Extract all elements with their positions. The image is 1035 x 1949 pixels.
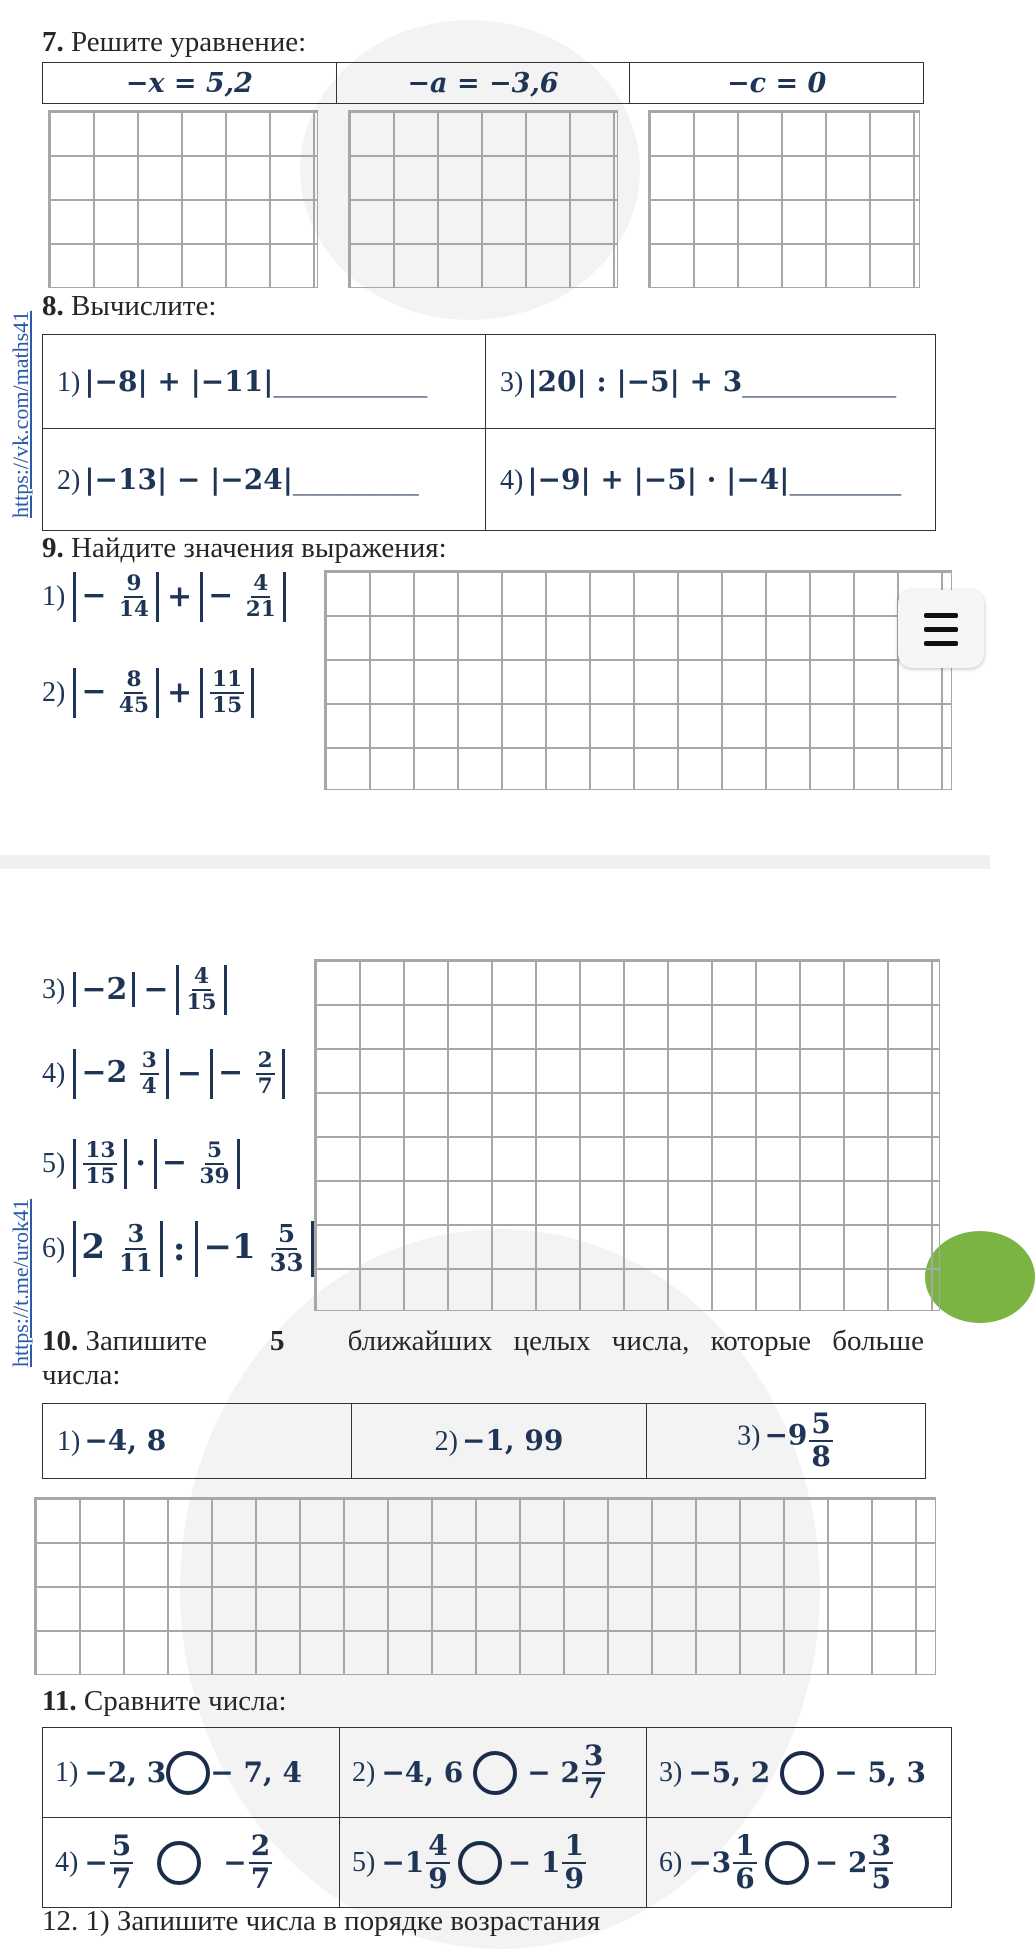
menu-button[interactable] bbox=[898, 590, 984, 668]
task10-item-2: 2) −1, 99 bbox=[352, 1404, 647, 1479]
task10-heading-cont: числа: bbox=[42, 1359, 121, 1391]
compare-circle[interactable] bbox=[780, 1751, 824, 1795]
task9-expr-5: 5) $\frac{13}{15}$ · − $\frac{5}{39}$ bbox=[42, 1139, 240, 1189]
hamburger-menu-icon bbox=[924, 613, 958, 646]
task9-grid-1[interactable] bbox=[324, 570, 952, 790]
task11-item-6: 6) −3 $\frac{1}{6}$ − 2 $\frac{3}{5}$ bbox=[647, 1818, 952, 1908]
task11-heading: 11. Сравните числа: bbox=[42, 1685, 287, 1717]
task11-table bbox=[42, 1727, 952, 1908]
worksheet-page-1 bbox=[0, 0, 990, 855]
task9-expr-2: 2) − $\frac{8}{45}$ + $\frac{11}{15}$ bbox=[42, 668, 254, 718]
green-tab-icon[interactable] bbox=[925, 1231, 1035, 1323]
task9-expr-6: 6) 2 $\frac{3}{11}$ : −1 $\frac{5}{33}$ bbox=[42, 1221, 314, 1277]
task8-heading: 8. Вычислите: bbox=[42, 290, 217, 322]
compare-circle[interactable] bbox=[166, 1751, 210, 1795]
equation-2: −a = −3,6 bbox=[336, 63, 630, 104]
task8-table bbox=[42, 334, 936, 531]
tg-link[interactable]: https://t.me/urok41 bbox=[8, 1198, 33, 1367]
task11-item-2: 2) −4, 6 − 2 $\frac{3}{7}$ bbox=[340, 1728, 647, 1818]
compare-circle[interactable] bbox=[157, 1841, 201, 1885]
task7-grid-2[interactable] bbox=[348, 110, 618, 288]
task11-item-3: 3) −5, 2 − 5, 3 bbox=[647, 1728, 952, 1818]
equation-1: −x = 5,2 bbox=[43, 63, 337, 104]
task9-heading: 9. Найдите значения выражения: bbox=[42, 532, 447, 564]
compare-circle[interactable] bbox=[473, 1751, 517, 1795]
task7-grid-1[interactable] bbox=[48, 110, 318, 288]
task8-item-1: 1) |−8| + |−11|___________ bbox=[43, 335, 486, 429]
task8-item-4: 4) |−9| + |−5| · |−4|________ bbox=[486, 429, 936, 531]
task7-heading: 7. Решите уравнение: bbox=[42, 26, 307, 58]
task10-table bbox=[42, 1403, 926, 1479]
task10-heading: 10. Запишите 5 ближайших целых числа, которые больше bbox=[42, 1325, 924, 1357]
task8-item-2: 2) |−13| − |−24|_________ bbox=[43, 429, 486, 531]
task10-grid[interactable] bbox=[34, 1497, 936, 1675]
task9-expr-1: 1) − $\frac{9}{14}$ + − $\frac{4}{21}$ bbox=[42, 572, 286, 622]
task11-item-1: 1) −2, 3 − 7, 4 bbox=[43, 1728, 340, 1818]
task11-item-5: 5) −1 $\frac{4}{9}$ − 1 $\frac{1}{9}$ bbox=[340, 1818, 647, 1908]
task9-expr-4: 4) −2 $\frac{3}{4}$ − − $\frac{2}{7}$ bbox=[42, 1049, 285, 1099]
vk-link[interactable]: https://vk.com/maths41 bbox=[8, 310, 33, 518]
task10-item-3: 3) −9 $\frac{5}{8}$ bbox=[647, 1404, 926, 1479]
task7-grid-3[interactable] bbox=[648, 110, 920, 288]
task8-item-3: 3) |20| : |−5| + 3___________ bbox=[486, 335, 936, 429]
worksheet-page-2 bbox=[0, 869, 990, 1937]
compare-circle[interactable] bbox=[458, 1841, 502, 1885]
task9-expr-3: 3) −2 − $\frac{4}{15}$ bbox=[42, 965, 227, 1015]
task9-grid-2[interactable] bbox=[314, 959, 940, 1311]
page-divider bbox=[0, 855, 990, 869]
compare-circle[interactable] bbox=[765, 1841, 809, 1885]
task10-item-1: 1) −4, 8 bbox=[43, 1404, 352, 1479]
task12-heading-partial: 12. 1) Запишите числа в порядке возрастания bbox=[42, 1905, 601, 1937]
task7-table bbox=[42, 62, 924, 104]
task11-item-4: 4) − $\frac{5}{7}$ − $\frac{2}{7}$ bbox=[43, 1818, 340, 1908]
equation-3: −c = 0 bbox=[630, 63, 924, 104]
